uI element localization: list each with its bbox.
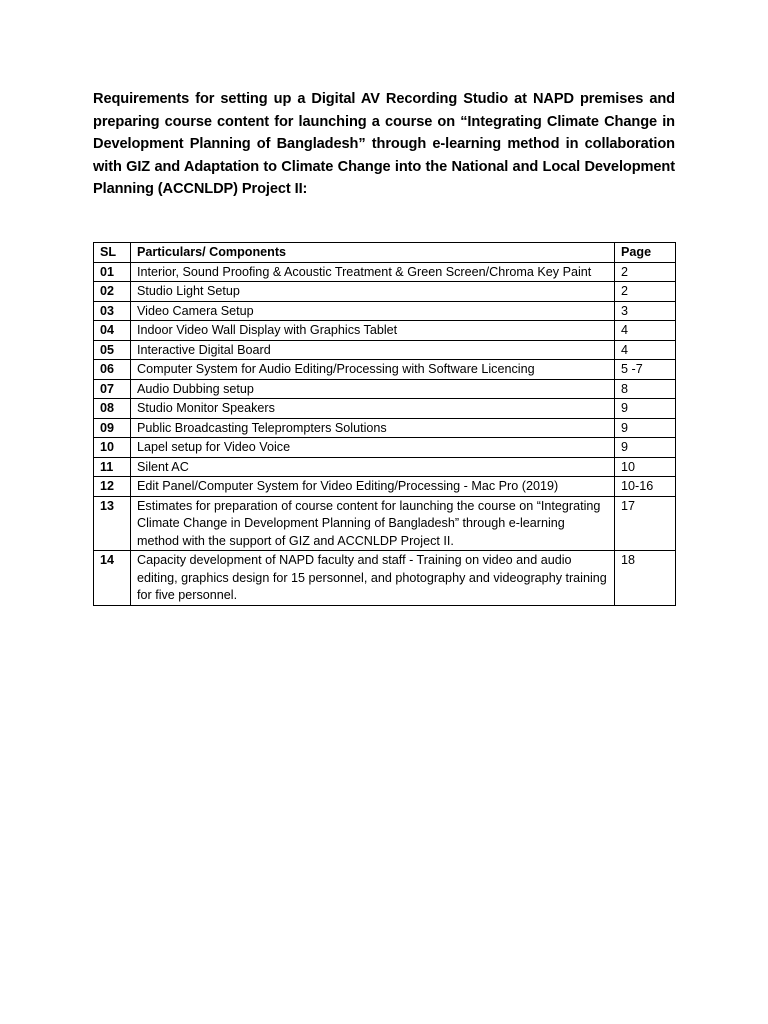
row-particulars: Edit Panel/Computer System for Video Editing/Processing - Mac Pro (2019) <box>131 477 615 497</box>
table-row <box>94 262 676 282</box>
table-row <box>94 360 676 380</box>
table-row <box>94 379 676 399</box>
row-particulars: Computer System for Audio Editing/Processing with Software Licencing <box>131 360 615 380</box>
table-row <box>94 418 676 438</box>
row-sl: 04 <box>94 321 131 341</box>
row-page: 17 <box>615 496 676 551</box>
row-page: 4 <box>615 321 676 341</box>
header-sl: SL <box>94 243 131 263</box>
table-row <box>94 477 676 497</box>
row-particulars: Lapel setup for Video Voice <box>131 438 615 458</box>
row-particulars: Video Camera Setup <box>131 301 615 321</box>
row-particulars: Silent AC <box>131 457 615 477</box>
row-sl: 08 <box>94 399 131 419</box>
row-page: 9 <box>615 418 676 438</box>
row-sl: 14 <box>94 551 131 606</box>
row-particulars: Studio Monitor Speakers <box>131 399 615 419</box>
row-page: 5 -7 <box>615 360 676 380</box>
table-row <box>94 340 676 360</box>
row-particulars: Public Broadcasting Teleprompters Solutions <box>131 418 615 438</box>
table-row <box>94 457 676 477</box>
row-page: 8 <box>615 379 676 399</box>
row-sl: 03 <box>94 301 131 321</box>
contents-table <box>93 242 676 606</box>
table-row <box>94 301 676 321</box>
row-page: 2 <box>615 282 676 302</box>
row-particulars: Interactive Digital Board <box>131 340 615 360</box>
row-particulars: Audio Dubbing setup <box>131 379 615 399</box>
row-sl: 07 <box>94 379 131 399</box>
row-sl: 11 <box>94 457 131 477</box>
row-sl: 02 <box>94 282 131 302</box>
table-row <box>94 496 676 551</box>
row-sl: 10 <box>94 438 131 458</box>
row-page: 10 <box>615 457 676 477</box>
table-row <box>94 438 676 458</box>
table-row <box>94 551 676 606</box>
document-heading: Requirements for setting up a Digital AV Recording Studio at NAPD premises and preparing course content for launching a course on “Integrating Climate Change in Development Planning of Bangladesh” through e-learning method in collaboration with GIZ and Adaptation to Climate Change into the National and Local Development Planning (ACCNLDP) Project II: <box>93 91 675 198</box>
table-row <box>94 399 676 419</box>
row-page: 9 <box>615 399 676 419</box>
table-row <box>94 321 676 341</box>
row-page: 18 <box>615 551 676 606</box>
row-sl: 06 <box>94 360 131 380</box>
row-sl: 09 <box>94 418 131 438</box>
table-row <box>94 282 676 302</box>
row-page: 9 <box>615 438 676 458</box>
header-particulars: Particulars/ Components <box>131 243 615 263</box>
row-page: 4 <box>615 340 676 360</box>
row-particulars: Capacity development of NAPD faculty and staff - Training on video and audio editing, graphics design for 15 personnel, and photography and videography training for five personnel. <box>131 551 615 606</box>
row-sl: 05 <box>94 340 131 360</box>
row-particulars: Estimates for preparation of course content for launching the course on “Integrating Climate Change in Development Planning of Bangladesh” through e-learning method with the support of GIZ and ACCNLDP Project II. <box>131 496 615 551</box>
row-particulars: Interior, Sound Proofing & Acoustic Treatment & Green Screen/Chroma Key Paint <box>131 262 615 282</box>
table-header-row <box>94 243 676 263</box>
row-page: 3 <box>615 301 676 321</box>
header-page: Page <box>615 243 676 263</box>
row-page: 2 <box>615 262 676 282</box>
row-particulars: Indoor Video Wall Display with Graphics Tablet <box>131 321 615 341</box>
row-sl: 01 <box>94 262 131 282</box>
row-sl: 13 <box>94 496 131 551</box>
row-sl: 12 <box>94 477 131 497</box>
row-particulars: Studio Light Setup <box>131 282 615 302</box>
row-page: 10-16 <box>615 477 676 497</box>
